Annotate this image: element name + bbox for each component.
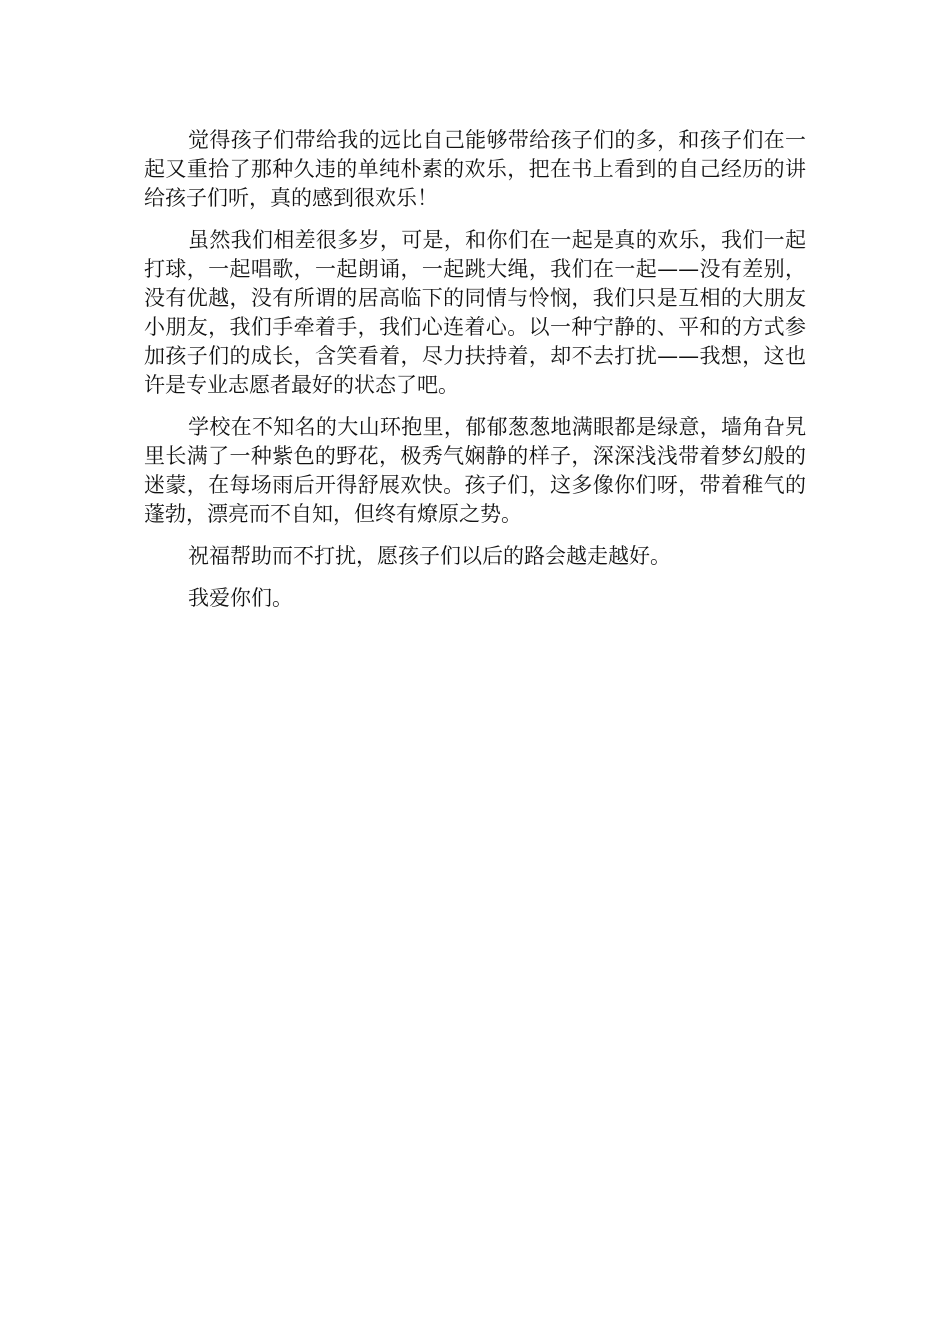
paragraph-3: 学校在不知名的大山环抱里，郁郁葱葱地满眼都是绿意，墙角旮旯里长满了一种紫色的野花，极秀气娴静的样子，深深浅浅带着梦幻般的迷蒙，在每场雨后开得舒展欢快。孩子们，这多像你们呀，带着稚气的蓬勃，漂亮而不自知，但终有燎原之势。 (144, 415, 806, 526)
paragraph-5: 我爱你们。 (188, 586, 293, 610)
paragraph-4: 祝福帮助而不打扰，愿孩子们以后的路会越走越好。 (188, 544, 671, 568)
paragraph-2: 虽然我们相差很多岁，可是，和你们在一起是真的欢乐，我们一起打球，一起唱歌，一起朗诵，一起跳大绳，我们在一起——没有差别，没有优越，没有所谓的居高临下的同情与怜悯，我们只是互相的大朋友小朋友，我们手牵着手，我们心连着心。以一种宁静的、平和的方式参加孩子们的成长，含笑看着，尽力扶持着，却不去打扰——我想，这也许是专业志愿者最好的状态了吧。 (144, 228, 806, 397)
document-page (144, 126, 806, 626)
paragraph-1: 觉得孩子们带给我的远比自己能够带给孩子们的多，和孩子们在一起又重拾了那种久违的单纯朴素的欢乐，把在书上看到的自己经历的讲给孩子们听，真的感到很欢乐！ (144, 128, 806, 210)
